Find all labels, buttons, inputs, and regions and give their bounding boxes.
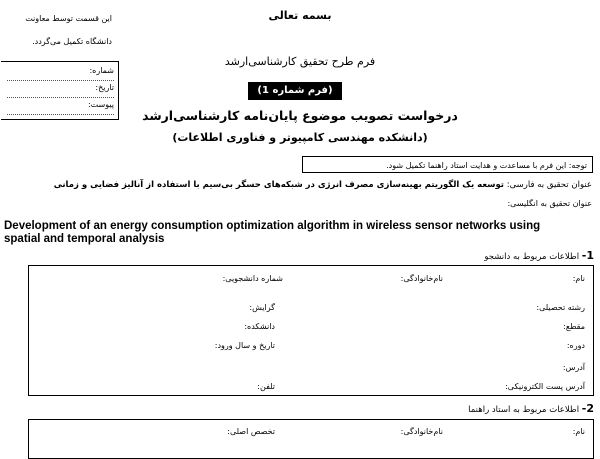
student-id-field[interactable]: شماره دانشجویی:: [222, 274, 283, 283]
student-info-box: [28, 265, 594, 396]
english-title-value: Development of an energy consumption optimization algorithm in wireless sensor networks using spatial and temporal analysis: [4, 220, 541, 245]
section1-heading: [484, 249, 594, 262]
form-title: فرم طرح تحقیق کارشناسی‌ارشد: [224, 55, 376, 68]
supervisor-family-field[interactable]: نام‌خانوادگی:: [400, 427, 443, 436]
supervisor-info-box: [28, 419, 594, 459]
student-major-field[interactable]: رشته تحصیلی:: [536, 303, 585, 312]
english-title-label: عنوان تحقیق به انگلیسی:: [507, 199, 592, 208]
faculty-heading: (دانشکده مهندسی کامپیوتر و فناوری اطلاعات): [172, 131, 428, 144]
stamp-date-field: تاریخ:: [7, 83, 114, 98]
student-level-field[interactable]: مقطع:: [563, 322, 585, 331]
stamp-attachment-field: پیوست:: [7, 100, 114, 115]
student-faculty-field[interactable]: دانشکده:: [244, 322, 275, 331]
student-address-field[interactable]: آدرس:: [562, 363, 585, 372]
form-number-badge: (فرم شماره 1): [248, 82, 342, 100]
student-phone-field[interactable]: تلفن:: [257, 382, 275, 391]
student-family-field[interactable]: نام‌خانوادگی:: [400, 274, 443, 283]
notice-box: توجه: این فرم با مساعدت و هدایت استاد راهنما تکمیل شود.: [302, 156, 593, 173]
section1-number: 1-: [581, 249, 594, 262]
student-orientation-field[interactable]: گرایش:: [249, 303, 275, 312]
section1-title: اطلاعات مربوط به دانشجو: [484, 252, 580, 262]
persian-title-value: توسعه یک الگوریتم بهینه‌سازی مصرف انرژی در شبکه‌های حسگر بی‌سیم با استفاده از آنالیز فضایی و زمانی: [53, 180, 504, 190]
office-note-line1: این قسمت توسط معاونت: [25, 14, 112, 23]
main-heading: درخواست تصویب موضوع پایان‌نامه کارشناسی‌ارشد: [142, 108, 458, 123]
persian-title-label: عنوان تحقیق به فارسی:: [506, 180, 592, 190]
supervisor-name-field[interactable]: نام:: [572, 427, 585, 436]
student-name-field[interactable]: نام:: [572, 274, 585, 283]
bismillah-heading: بسمه تعالی: [268, 9, 332, 22]
section2-heading: [468, 402, 594, 415]
persian-title-line: [54, 180, 592, 190]
supervisor-specialty-field[interactable]: تخصص اصلی:: [227, 427, 275, 436]
stamp-number-field: شماره:: [7, 66, 114, 81]
student-course-field[interactable]: دوره:: [566, 341, 585, 350]
section2-title: اطلاعات مربوط به استاد راهنما: [468, 405, 580, 415]
section2-number: 2-: [581, 402, 594, 415]
student-entry-field[interactable]: تاریخ و سال ورود:: [214, 341, 275, 350]
student-email-field[interactable]: آدرس پست الکترونیکی:: [505, 382, 585, 391]
office-note-line2: دانشگاه تکمیل می‌گردد.: [32, 37, 112, 46]
